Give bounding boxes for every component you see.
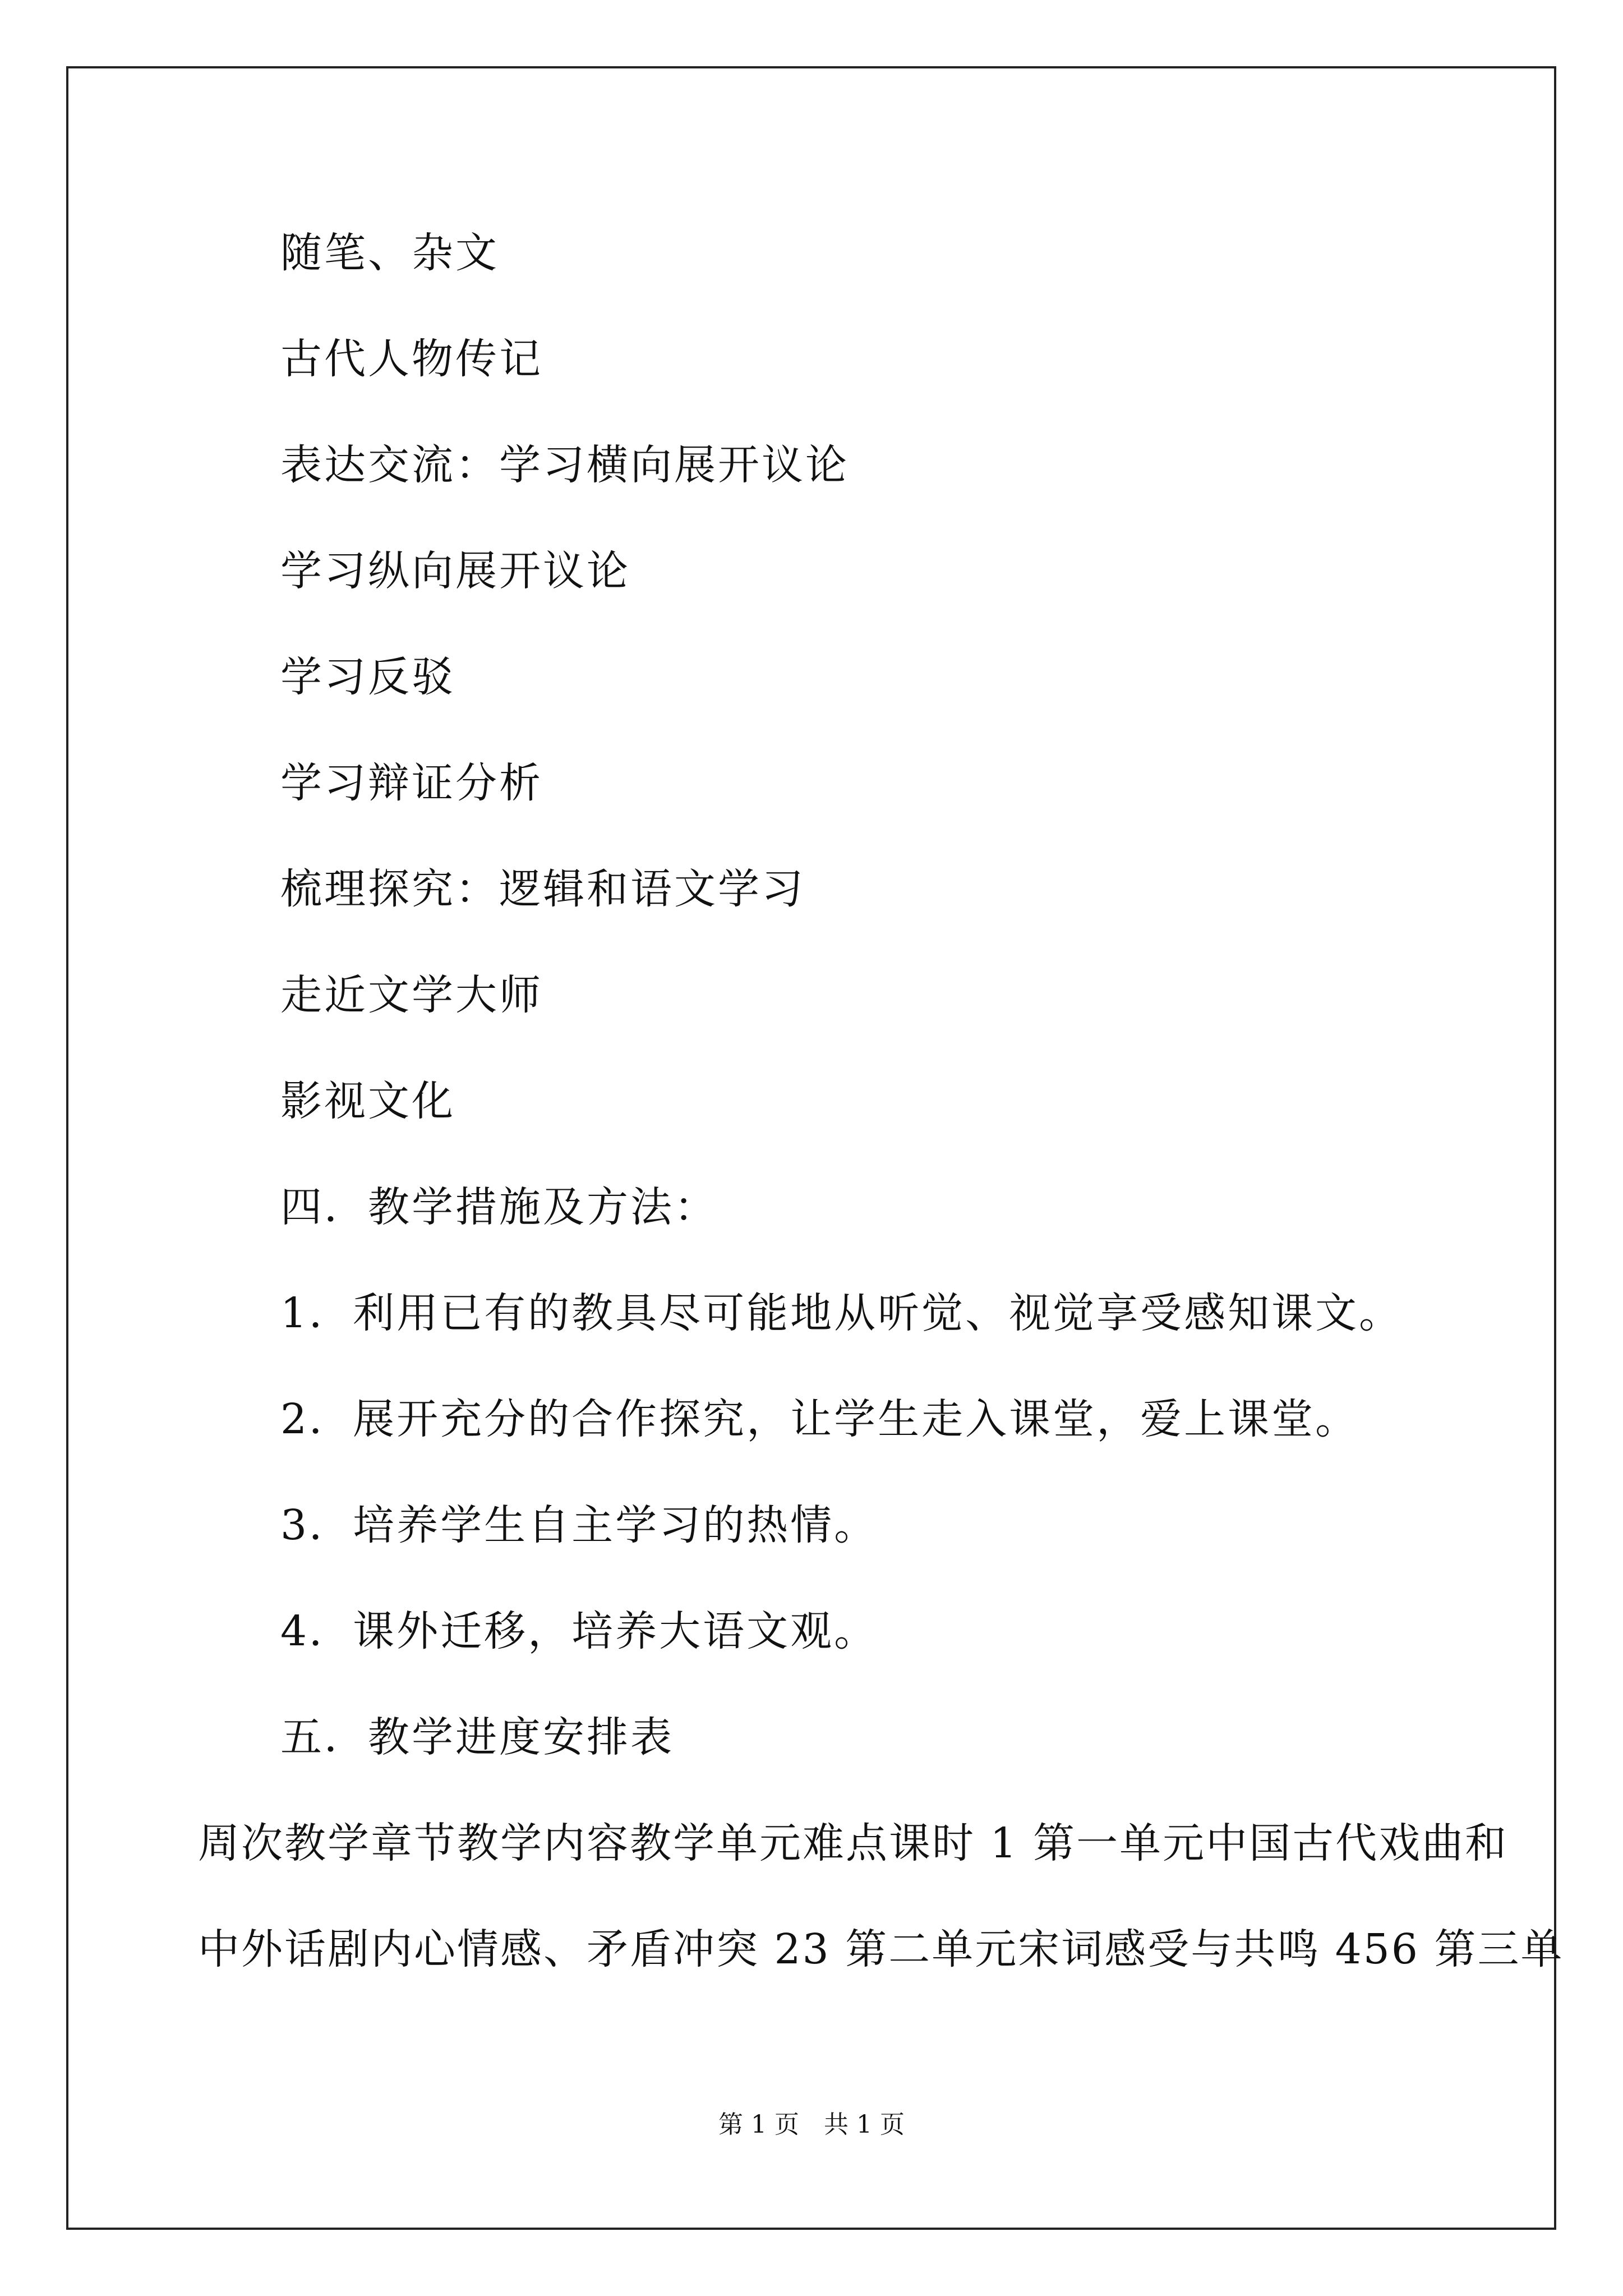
page-footer: 第 1 页 共 1 页 (718, 2110, 905, 2139)
text-line: 学习纵向展开议论 (280, 547, 630, 595)
text-line: 学习反驳 (280, 653, 455, 701)
text-line: 学习辩证分析 (280, 759, 543, 807)
text-line: 古代人物传记 (280, 335, 543, 383)
list-item: 1．利用已有的教具尽可能地从听觉、视觉享受感知课文。 (280, 1289, 1403, 1337)
list-item: 3．培养学生自主学习的热情。 (280, 1501, 878, 1549)
page-border (66, 66, 1564, 2230)
text-line: 影视文化 (280, 1077, 455, 1125)
paragraph-line: 周次教学章节教学内容教学单元难点课时 1 第一单元中国古代戏曲和 (198, 1819, 1509, 1867)
text-line: 表达交流：学习横向展开议论 (280, 441, 849, 489)
text-line: 梳理探究：逻辑和语文学习 (280, 865, 805, 913)
list-item: 4．课外迁移，培养大语文观。 (280, 1607, 878, 1655)
section-heading: 五．教学进度安排表 (280, 1713, 674, 1761)
paragraph-line: 中外话剧内心情感、矛盾冲突 23 第二单元宋词感受与共鸣 456 第三单 (198, 1925, 1564, 1973)
text-line: 走近文学大师 (280, 971, 543, 1019)
list-item: 2．展开充分的合作探究，让学生走入课堂，爱上课堂。 (280, 1395, 1359, 1443)
text-line: 随笔、杂文 (280, 229, 499, 277)
section-heading: 四．教学措施及方法： (280, 1183, 718, 1231)
